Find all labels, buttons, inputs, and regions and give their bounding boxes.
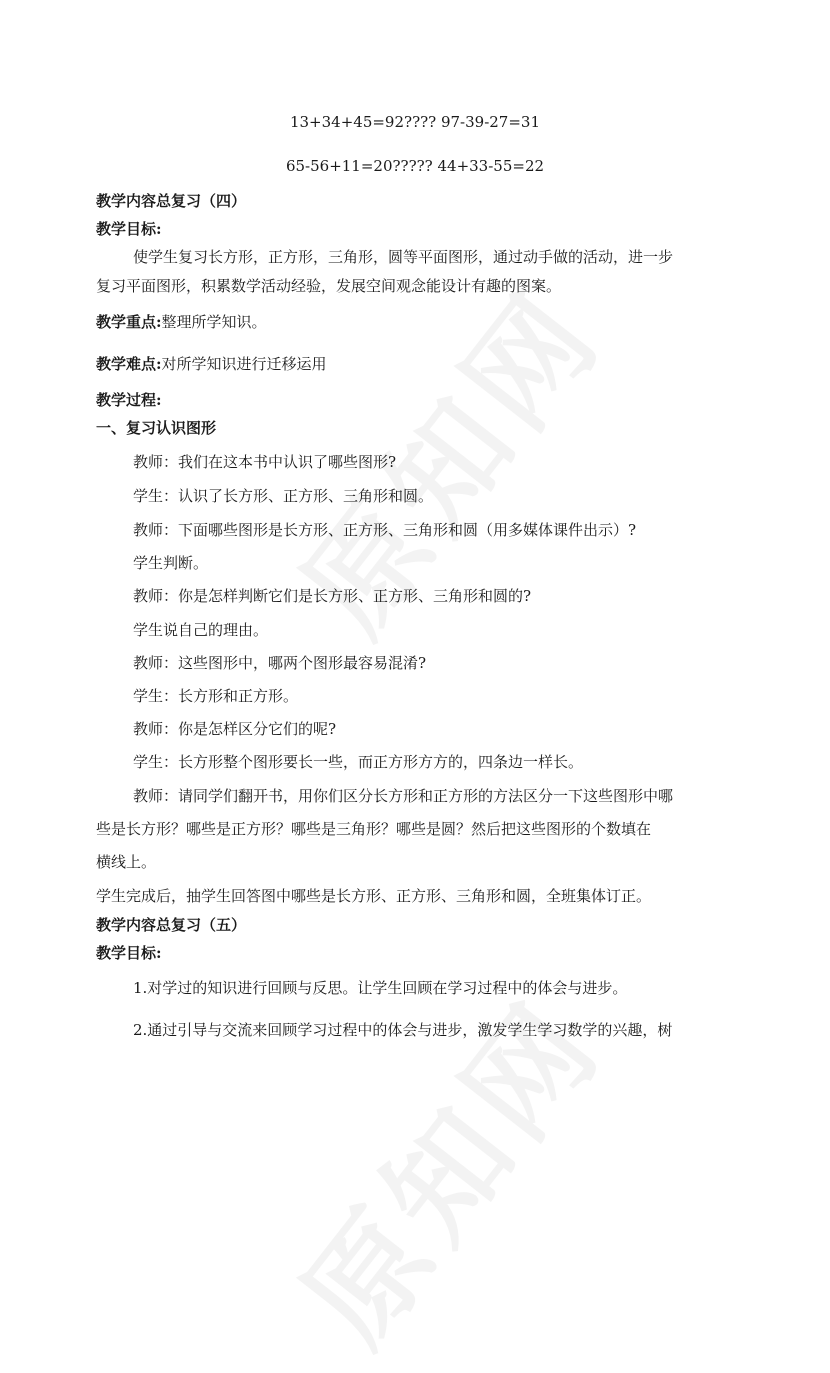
section-4-goal-line-1: 使学生复习长方形，正方形，三角形，圆等平面图形，通过动手做的活动，进一步 [133,248,674,266]
key-point-label: 教学重点: [96,313,162,331]
section-5-goal-label: 教学目标: [96,944,162,962]
instruction-line-2: 些是长方形？哪些是正方形？哪些是三角形？哪些是圆？然后把这些图形的个数填在 [96,820,652,838]
equation-line-1: 13+34+45=92???? 97-39-27=31 [289,113,541,131]
dialogue-line-5: 教师：你是怎样判断它们是长方形、正方形、三角形和圆的? [133,587,532,605]
dialogue-line-6: 学生说自己的理由。 [133,621,269,639]
dialogue-line-7: 教师：这些图形中，哪两个图形最容易混淆? [133,654,427,672]
dialogue-line-2: 学生：认识了长方形、正方形、三角形和圆。 [133,487,434,505]
difficulty-text: 对所学知识进行迁移运用 [161,355,327,373]
instruction-line-1: 教师：请同学们翻开书，用你们区分长方形和正方形的方法区分一下这些图形中哪 [133,787,674,805]
section-4-goal-label: 教学目标: [96,220,162,238]
section-4-title: 教学内容总复习（四） [96,192,247,210]
dialogue-line-3: 教师：下面哪些图形是长方形、正方形、三角形和圆（用多媒体课件出示）? [133,521,637,539]
dialogue-line-1: 教师：我们在这本书中认识了哪些图形? [133,453,397,471]
section-5-goal-1: 1.对学过的知识进行回顾与反思。让学生回顾在学习过程中的体会与进步。 [133,979,628,997]
section-5-title: 教学内容总复习（五） [96,916,247,934]
dialogue-line-9: 教师：你是怎样区分它们的呢? [133,720,337,738]
dialogue-line-10: 学生：长方形整个图形要长一些，而正方形方方的，四条边一样长。 [133,753,584,771]
difficulty-label: 教学难点: [96,355,162,373]
equation-line-2: 65-56+11=20????? 44+33-55=22 [285,157,545,175]
dialogue-line-8: 学生：长方形和正方形。 [133,687,299,705]
section-4-conclusion: 学生完成后，抽学生回答图中哪些是长方形、正方形、三角形和圆，全班集体订正。 [96,887,652,905]
instruction-line-3: 横线上。 [96,853,157,871]
key-point-text: 整理所学知识。 [161,313,267,331]
section-4-key-point [96,312,267,332]
section-4-process-label: 教学过程: [96,391,162,409]
section-4-difficulty [96,354,327,374]
section-5-goal-2: 2.通过引导与交流来回顾学习过程中的体会与进步，激发学生学习数学的兴趣，树 [133,1021,673,1039]
dialogue-line-4: 学生判断。 [133,554,209,572]
part-1-title: 一、复习认识图形 [96,419,217,437]
section-4-goal-line-2: 复习平面图形，积累数学活动经验，发展空间观念能设计有趣的图案。 [96,277,562,295]
